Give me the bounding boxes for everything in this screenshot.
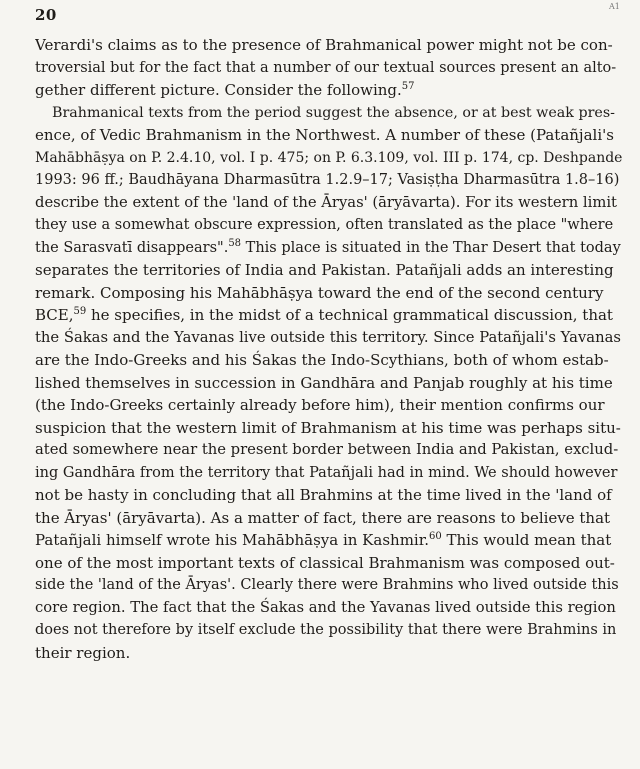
body-text [35, 34, 622, 664]
text-line [35, 394, 622, 417]
text-line-content: troversial but for the fact that a number of our textual sources present an alto- [35, 59, 617, 76]
text-line-content: core region. The fact that the Śakas and the Yavanas lived outside this region [35, 598, 616, 616]
text-line [35, 282, 622, 305]
text-line-content: gether different picture. Consider the following. [35, 81, 402, 99]
text-line-content: remark. Composing his Mahābhāṣya toward the end of the second century [35, 283, 604, 302]
text-line [35, 147, 622, 170]
text-line-content: the Śakas and the Yavanas live outside this territory. Since Patañjali's Yavanas [35, 328, 621, 346]
footnote-marker: 60 [429, 531, 442, 542]
text-line [35, 507, 622, 530]
text-line-content: ence, of Vedic Brahmanism in the Northwest. A number of these (Patañjali's [35, 126, 614, 144]
text-line [35, 102, 622, 125]
text-line-content: Mahābhāṣya on P. 2.4.10, vol. I p. 475; on P. 6.3.109, vol. III p. 174, cp. Deshpande [35, 149, 622, 166]
text-line [35, 417, 622, 440]
text-line [35, 34, 622, 57]
text-line-continuation: This would mean that [441, 531, 612, 549]
text-line-content: the Sarasvatī disappears". [35, 239, 229, 256]
text-line [35, 327, 622, 350]
text-line-content: side the 'land of the Āryas'. Clearly there were Brahmins who lived outside this [35, 577, 619, 593]
text-line-content: (the Indo-Greeks certainly already before him), their mention confirms our [35, 396, 605, 414]
text-line [35, 642, 622, 665]
text-line [35, 57, 622, 80]
text-line-content: separates the territories of India and Pakistan. Patañjali adds an interesting [35, 261, 614, 279]
text-line [35, 259, 622, 282]
text-line [35, 529, 622, 552]
text-line [35, 304, 622, 327]
text-line-content: not be hasty in concluding that all Brahmins at the time lived in the 'land of [35, 486, 612, 504]
text-line [35, 484, 622, 507]
text-line [35, 439, 622, 462]
text-line [35, 372, 622, 395]
text-line [35, 124, 622, 147]
text-line-continuation: he specifies, in the midst of a technical grammatical discussion, that [86, 306, 613, 324]
text-line-content: Brahmanical texts from the period suggest the absence, or at best weak pres- [52, 104, 615, 121]
text-line-content: are the Indo-Greeks and his Śakas the Indo-Scythians, both of whom estab- [35, 351, 609, 369]
text-line-content: the Āryas' (āryāvarta). As a matter of fact, there are reasons to believe that [35, 508, 611, 527]
text-line-content: one of the most important texts of classical Brahmanism was composed out- [35, 553, 615, 572]
text-line-content: lished themselves in succession in Gandhāra and Panjab roughly at his time [35, 373, 613, 392]
text-line [35, 597, 622, 620]
text-line [35, 349, 622, 372]
text-line [35, 552, 622, 575]
text-line-content: suspicion that the western limit of Brahmanism at his time was perhaps situ- [35, 418, 621, 437]
text-line-continuation: This place is situated in the Thar Desert that today [241, 239, 621, 256]
page-edge-mark: A1 [609, 2, 620, 11]
text-line [35, 237, 622, 260]
text-line [35, 192, 622, 215]
text-line [35, 214, 622, 237]
text-line [35, 169, 622, 192]
text-line-content: ing Gandhāra from the territory that Patañjali had in mind. We should however [35, 464, 618, 481]
text-line [35, 462, 622, 485]
footnote-marker: 59 [73, 306, 87, 317]
text-line-content: 1993: 96 ff.; Baudhāyana Dharmasūtra 1.2.9–17; Vasiṣṭha Dharmasūtra 1.8–16) [35, 172, 620, 188]
text-line-content: describe the extent of the 'land of the Āryas' (āryāvarta). For its western limit [35, 193, 617, 211]
text-line-content: BCE, [35, 306, 74, 324]
text-line-content: ated somewhere near the present border between India and Pakistan, exclud- [35, 441, 619, 458]
text-line-content: they use a somewhat obscure expression, often translated as the place "where [35, 217, 614, 233]
text-line [35, 574, 622, 597]
footnote-marker: 58 [228, 237, 242, 249]
text-line-content: Patañjali himself wrote his Mahābhāṣya in Kashmir. [35, 531, 429, 549]
text-line-content: Verardi's claims as to the presence of Brahmanical power might not be con- [35, 36, 613, 54]
text-line [35, 619, 622, 642]
footnote-marker: 57 [401, 81, 415, 92]
text-line [35, 79, 622, 102]
page-number: 20 [35, 6, 57, 24]
text-line-content: their region. [35, 643, 131, 662]
text-line-content: does not therefore by itself exclude the possibility that there were Brahmins in [35, 622, 617, 638]
